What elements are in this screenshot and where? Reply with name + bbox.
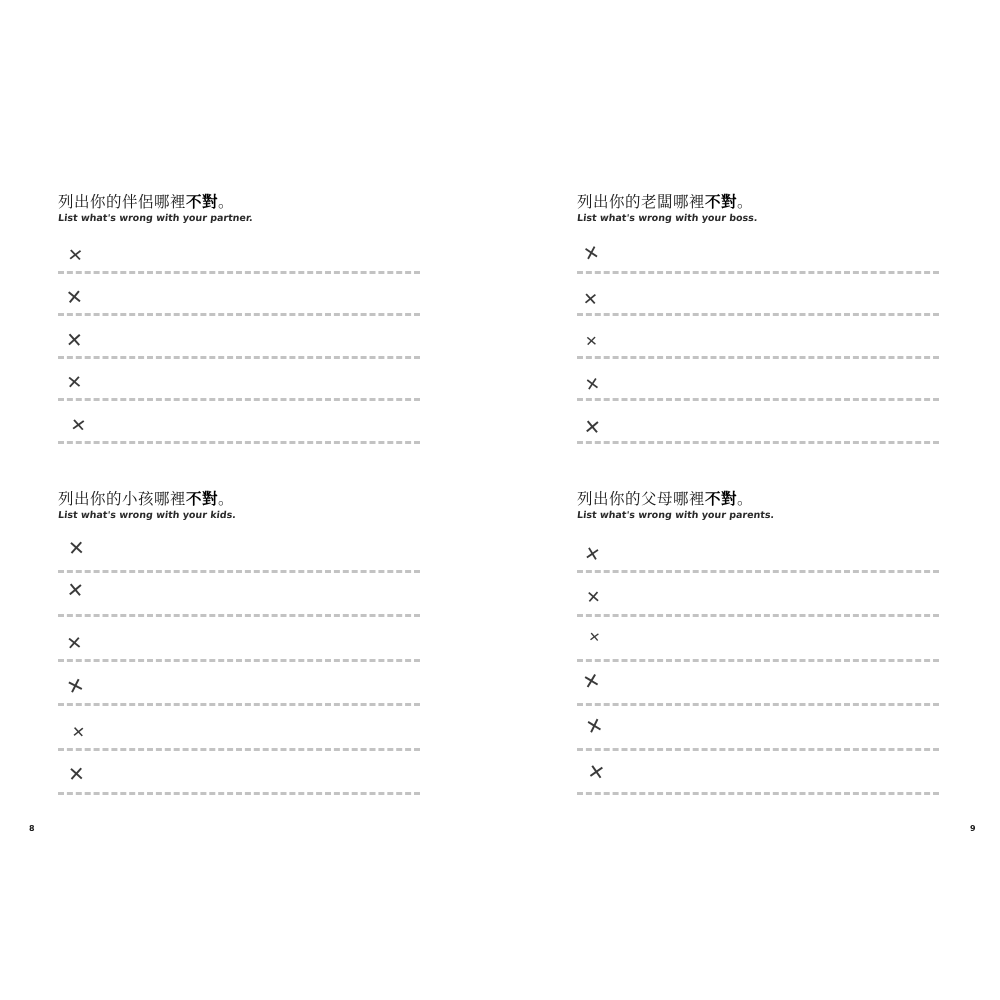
partner-list [58, 231, 420, 444]
list-item[interactable] [58, 706, 420, 751]
cross-icon: ✕ [71, 722, 86, 741]
list-item[interactable] [58, 274, 420, 317]
list-item[interactable] [577, 662, 939, 707]
cross-icon: ✕ [69, 413, 88, 436]
list-item[interactable] [577, 274, 939, 317]
list-item[interactable] [577, 316, 939, 359]
cross-icon: ✕ [584, 331, 599, 350]
list-item[interactable] [58, 751, 420, 796]
cross-icon: ✕ [582, 413, 602, 440]
list-item[interactable] [577, 617, 939, 662]
kids-section [58, 489, 420, 795]
emphasis-text: 不對 [705, 490, 738, 508]
cross-icon: ✕ [583, 711, 606, 740]
emphasis-text: 不對 [186, 490, 219, 508]
cross-icon: ✕ [582, 288, 599, 310]
parents-heading-en: List what's wrong with your parents. [576, 510, 775, 521]
list-item[interactable] [58, 316, 420, 359]
list-item[interactable] [58, 231, 420, 274]
cross-icon: ✕ [65, 631, 84, 654]
cross-icon: ✕ [585, 586, 602, 608]
list-item[interactable] [577, 401, 939, 444]
list-item[interactable] [58, 528, 420, 573]
parents-list [577, 528, 939, 795]
kids-heading-en: List what's wrong with your kids. [57, 510, 237, 521]
list-item[interactable] [58, 662, 420, 707]
parents-heading-zh: 列出你的父母哪裡不對。 [577, 490, 754, 508]
cross-icon: ✕ [67, 535, 86, 560]
cross-icon: ✕ [581, 239, 602, 266]
cross-icon: ✕ [587, 628, 602, 645]
partner-heading-en: List what's wrong with your partner. [57, 213, 254, 224]
cross-icon: ✕ [65, 577, 85, 603]
boss-section [577, 192, 939, 444]
partner-section [58, 192, 420, 444]
cross-icon: ✕ [586, 758, 607, 786]
boss-list [577, 231, 939, 444]
page-number: 9 [970, 824, 976, 833]
cross-icon: ✕ [65, 370, 84, 394]
list-item[interactable] [58, 573, 420, 618]
right-page [500, 0, 1000, 1000]
list-item[interactable] [58, 359, 420, 402]
emphasis-text: 不對 [186, 193, 219, 211]
cross-icon: ✕ [66, 243, 85, 266]
emphasis-text: 不對 [705, 193, 738, 211]
list-item[interactable] [577, 751, 939, 796]
list-item[interactable] [577, 706, 939, 751]
boss-heading-zh: 列出你的老闆哪裡不對。 [577, 193, 754, 211]
cross-icon: ✕ [63, 671, 88, 701]
cross-icon: ✕ [582, 540, 603, 567]
list-item[interactable] [577, 231, 939, 274]
cross-icon: ✕ [67, 761, 86, 787]
cross-icon: ✕ [65, 327, 84, 352]
list-item[interactable] [577, 528, 939, 573]
page-number: 8 [29, 824, 35, 833]
partner-heading-zh: 列出你的伴侶哪裡不對。 [58, 193, 235, 211]
cross-icon: ✕ [583, 372, 602, 396]
cross-icon: ✕ [64, 284, 84, 310]
kids-list [58, 528, 420, 795]
parents-section [577, 489, 939, 795]
list-item[interactable] [58, 401, 420, 444]
list-item[interactable] [577, 573, 939, 618]
list-item[interactable] [577, 359, 939, 402]
list-item[interactable] [58, 617, 420, 662]
kids-heading-zh: 列出你的小孩哪裡不對。 [58, 490, 235, 508]
boss-heading-en: List what's wrong with your boss. [576, 213, 759, 224]
cross-icon: ✕ [580, 667, 603, 695]
